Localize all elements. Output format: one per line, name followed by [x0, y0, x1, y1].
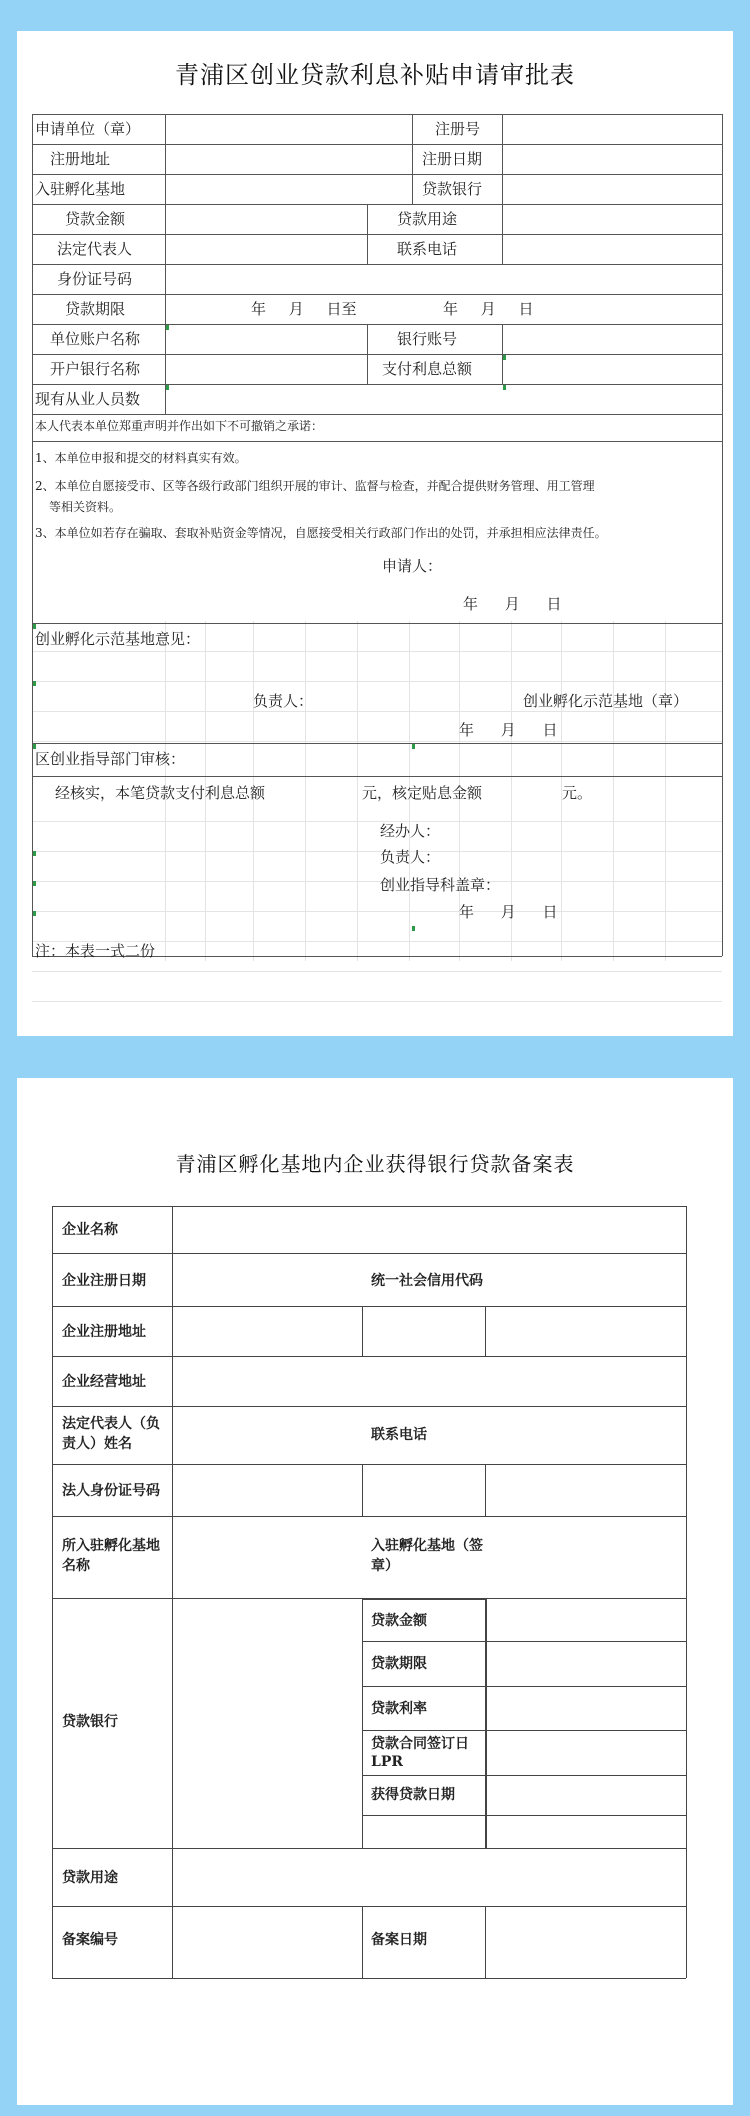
field-unit-account-name[interactable] — [167, 327, 365, 352]
verify-mid: 元，核定贴息金额 — [362, 784, 483, 802]
applicant-signature-label: 申请人： — [382, 557, 443, 575]
label-registered-address: 注册地址 — [50, 150, 111, 168]
district-stamp-label: 创业指导科盖章： — [380, 876, 501, 894]
field-op-address[interactable] — [174, 1359, 684, 1404]
label-bank-name: 开户银行名称 — [50, 360, 141, 378]
label-legal-id: 法人身份证号码 — [62, 1483, 160, 1499]
field-registration-date[interactable] — [504, 147, 720, 172]
field-base-seal[interactable] — [489, 1519, 684, 1596]
declaration-item-2: 2、本单位自愿接受市、区等各级行政部门组织开展的审计、监督与检查，并配合提供财务管理、用工管理 — [35, 479, 595, 493]
field-legal-rep[interactable] — [174, 1409, 360, 1462]
field-base-name[interactable] — [174, 1519, 360, 1596]
district-review-heading: 区创业指导部门审核： — [35, 750, 186, 768]
label-base-name: 所入驻孵化基地名称 — [62, 1538, 160, 1574]
label-contact-phone: 联系电话 — [397, 240, 458, 258]
field-registration-no[interactable] — [504, 117, 720, 142]
label-applicant-unit: 申请单位（章） — [35, 120, 141, 138]
label-purpose: 贷款用途 — [62, 1870, 118, 1886]
verify-suffix: 元。 — [562, 784, 593, 802]
label-reg-date: 企业注册日期 — [62, 1273, 146, 1289]
applicant-date: 年 月 日 — [463, 595, 562, 613]
loan-term-end[interactable]: 年 月 日 — [443, 300, 534, 318]
declaration-intro: 本人代表本单位郑重声明并作出如下不可撤销之承诺： — [35, 419, 324, 433]
field-reg-date[interactable] — [174, 1256, 360, 1304]
field-loan-amount[interactable] — [167, 207, 365, 232]
base-opinion-heading: 创业孵化示范基地意见： — [35, 630, 201, 648]
district-review-date: 年 月 日 — [459, 903, 558, 921]
label-loan-purpose: 贷款用途 — [397, 210, 458, 228]
declaration-item-1: 1、本单位申报和提交的材料真实有效。 — [35, 451, 247, 465]
field-loan-date[interactable] — [489, 1778, 684, 1813]
field-registered-address[interactable] — [167, 147, 411, 172]
label-bank-account: 银行账号 — [397, 330, 458, 348]
form-title: 青浦区孵化基地内企业获得银行贷款备案表 — [175, 1152, 575, 1176]
label-company-name: 企业名称 — [62, 1222, 118, 1238]
label-total-interest: 支付利息总额 — [382, 360, 473, 378]
label-legal-rep: 法定代表人（负责人）姓名 — [62, 1416, 160, 1452]
label-base-seal: 入驻孵化基地（签章） — [371, 1538, 483, 1574]
label-registration-date: 注册日期 — [422, 150, 483, 168]
field-bank[interactable] — [174, 1602, 360, 1846]
handler-label: 经办人： — [380, 822, 441, 840]
label-unit-account-name: 单位账户名称 — [50, 330, 141, 348]
label-employees: 现有从业人员数 — [35, 390, 141, 408]
label-id-number: 身份证号码 — [57, 270, 133, 288]
label-term: 贷款期限 — [371, 1656, 427, 1672]
label-loan-amount: 贷款金额 — [65, 210, 126, 228]
label-op-address: 企业经营地址 — [62, 1374, 146, 1390]
label-rate: 贷款利率 — [371, 1701, 427, 1717]
label-legal-rep: 法定代表人 — [57, 240, 133, 258]
declaration-item-2-cont: 等相关资料。 — [49, 500, 122, 514]
bank-loan-filing-form — [17, 1078, 733, 2105]
field-contract-lpr[interactable] — [489, 1733, 684, 1773]
field-bank-name[interactable] — [167, 357, 365, 382]
label-bank: 贷款银行 — [62, 1714, 118, 1730]
label-contract-lpr: 贷款合同签订日LPR — [371, 1736, 469, 1770]
field-applicant-unit[interactable] — [167, 117, 411, 142]
form-note: 注：本表一式二份 — [35, 942, 156, 960]
field-incubation-base[interactable] — [167, 177, 411, 202]
field-legal-rep[interactable] — [167, 237, 365, 262]
field-id-number[interactable] — [167, 267, 719, 292]
verify-prefix: 经核实，本笔贷款支付利息总额 — [55, 784, 266, 802]
field-phone[interactable] — [487, 1409, 684, 1462]
field-total-interest[interactable] — [504, 357, 720, 382]
label-amount: 贷款金额 — [371, 1613, 427, 1629]
form-title: 青浦区创业贷款利息补贴申请审批表 — [175, 61, 575, 89]
field-contact-phone[interactable] — [504, 237, 720, 262]
field-bank-account[interactable] — [504, 327, 720, 352]
field-company-name[interactable] — [174, 1209, 684, 1251]
field-employees[interactable] — [167, 387, 719, 412]
field-filing-no[interactable] — [174, 1909, 360, 1976]
label-filing-no: 备案编号 — [62, 1932, 118, 1948]
declaration-item-3: 3、本单位如若存在骗取、套取补贴资金等情况，自愿接受相关行政部门作出的处罚，并承担相应法律责任。 — [35, 526, 607, 540]
label-phone: 联系电话 — [371, 1427, 427, 1443]
field-legal-id[interactable] — [174, 1467, 684, 1514]
label-registration-no: 注册号 — [435, 120, 481, 138]
label-filing-date: 备案日期 — [371, 1932, 427, 1948]
field-credit-code[interactable] — [487, 1256, 684, 1304]
field-loan-purpose[interactable] — [504, 207, 720, 232]
label-reg-address: 企业注册地址 — [62, 1324, 146, 1340]
field-rate[interactable] — [489, 1689, 684, 1728]
field-lending-bank[interactable] — [504, 177, 720, 202]
field-filing-date[interactable] — [487, 1909, 684, 1976]
loan-term-start[interactable]: 年 月 日至 — [251, 300, 357, 318]
district-person-label: 负责人： — [380, 848, 441, 866]
base-seal-label: 创业孵化示范基地（章） — [523, 692, 689, 710]
field-amount[interactable] — [489, 1602, 684, 1639]
label-loan-date: 获得贷款日期 — [371, 1787, 455, 1803]
base-person-label: 负责人： — [253, 692, 314, 710]
base-opinion-date: 年 月 日 — [459, 721, 558, 739]
field-purpose[interactable] — [174, 1851, 684, 1904]
label-incubation-base: 入驻孵化基地 — [35, 180, 126, 198]
label-lending-bank: 贷款银行 — [422, 180, 483, 198]
field-term[interactable] — [489, 1644, 684, 1684]
loan-interest-subsidy-form — [17, 31, 733, 1036]
label-credit-code: 统一社会信用代码 — [371, 1273, 483, 1289]
label-loan-term: 贷款期限 — [65, 300, 126, 318]
field-reg-address[interactable] — [174, 1309, 684, 1354]
